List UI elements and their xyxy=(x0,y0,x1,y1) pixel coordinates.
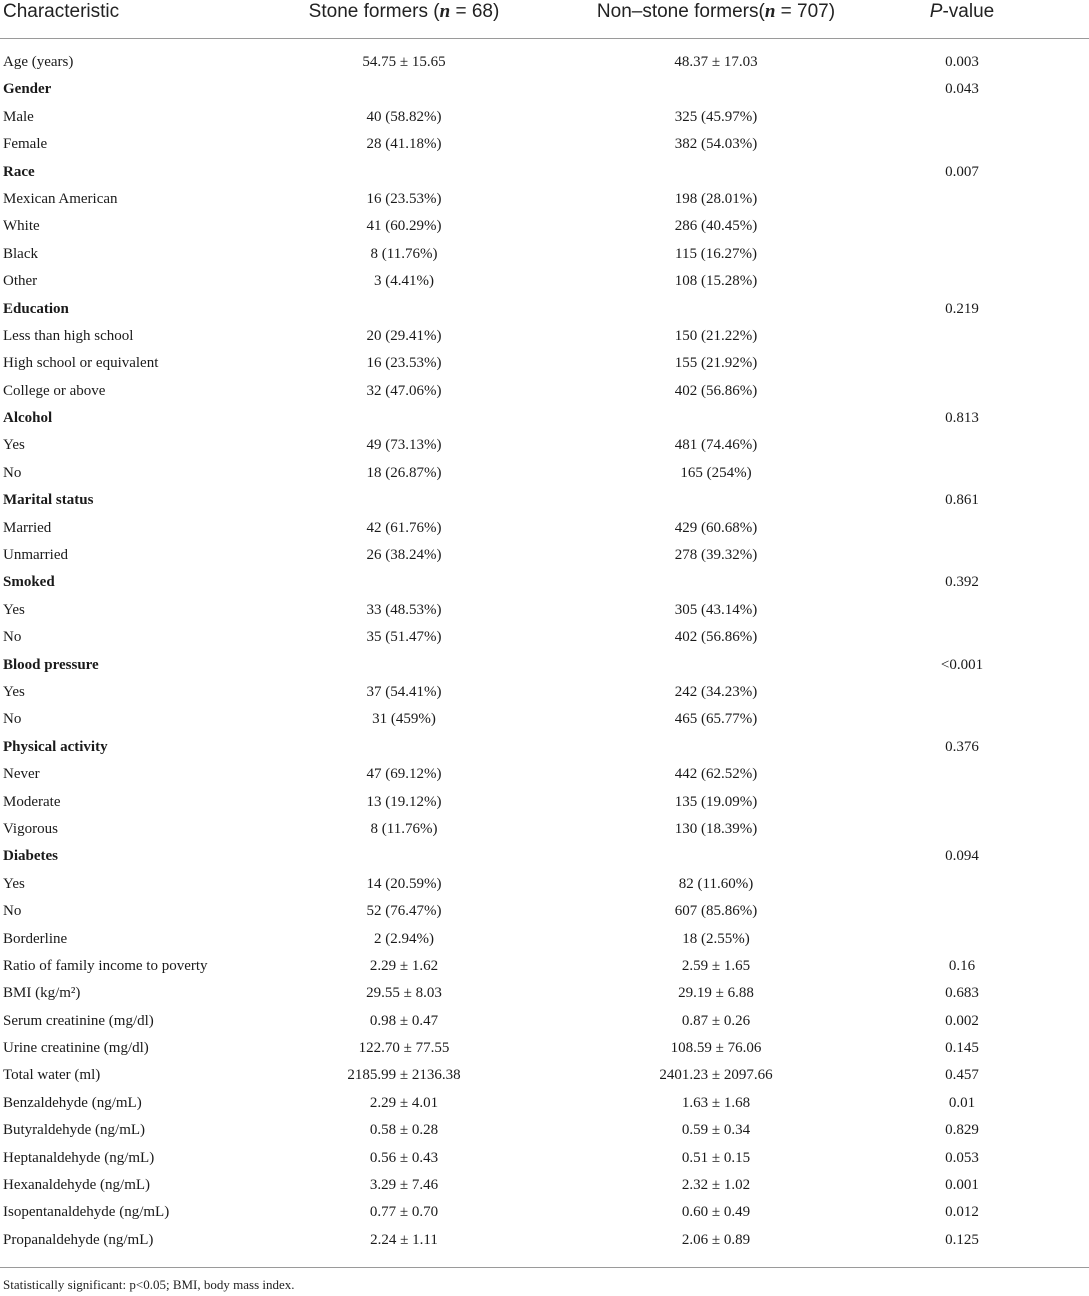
cell-non-stone-formers: 108 (15.28%) xyxy=(674,273,758,290)
cell-stone-formers: 26 (38.24%) xyxy=(366,547,442,564)
cell-stone-formers: 16 (23.53%) xyxy=(366,355,442,372)
table-row xyxy=(0,789,1089,816)
row-label: Diabetes xyxy=(3,848,58,865)
cell-non-stone-formers: 115 (16.27%) xyxy=(675,245,757,262)
cell-stone-formers: 37 (54.41%) xyxy=(366,683,442,700)
table-row xyxy=(0,378,1089,405)
table-row xyxy=(0,898,1089,925)
row-label: Education xyxy=(3,300,69,317)
table-row xyxy=(0,241,1089,268)
table-row xyxy=(0,1199,1089,1226)
row-label: No xyxy=(3,464,22,481)
header-stone-n: n xyxy=(439,1,451,22)
cell-non-stone-formers: 278 (39.32%) xyxy=(674,547,758,564)
cell-p-value: 0.829 xyxy=(945,1122,979,1139)
cell-p-value: 0.16 xyxy=(948,957,976,974)
table-section-row xyxy=(0,569,1089,596)
cell-p-value: 0.861 xyxy=(945,492,979,509)
table-row xyxy=(0,186,1089,213)
header-nonstone-suffix: = 707) xyxy=(775,1,836,22)
table-row xyxy=(0,542,1089,569)
cell-p-value: 0.813 xyxy=(945,410,979,427)
row-label: Isopentanaldehyde (ng/mL) xyxy=(3,1204,170,1221)
row-label: Smoked xyxy=(3,574,55,591)
cell-non-stone-formers: 0.60 ± 0.49 xyxy=(681,1204,751,1221)
header-characteristic: Characteristic xyxy=(3,1,120,22)
cell-p-value: 0.683 xyxy=(945,985,979,1002)
table-row xyxy=(0,323,1089,350)
cell-stone-formers: 31 (459%) xyxy=(372,711,436,728)
cell-stone-formers: 35 (51.47%) xyxy=(366,629,442,646)
table-section-row xyxy=(0,76,1089,103)
cell-stone-formers: 2.24 ± 1.11 xyxy=(370,1231,438,1248)
table-section-row xyxy=(0,487,1089,514)
row-label: Mexican American xyxy=(3,190,118,207)
table-row xyxy=(0,49,1089,76)
cell-stone-formers: 40 (58.82%) xyxy=(366,108,442,125)
cell-non-stone-formers: 108.59 ± 76.06 xyxy=(670,1040,762,1057)
cell-p-value: 0.053 xyxy=(945,1149,979,1166)
table-row xyxy=(0,1090,1089,1117)
table-body xyxy=(0,49,1089,1254)
cell-p-value: 0.219 xyxy=(945,300,979,317)
cell-non-stone-formers: 82 (11.60%) xyxy=(678,875,754,892)
table-section-row xyxy=(0,843,1089,870)
row-label: Physical activity xyxy=(3,738,108,755)
cell-p-value: 0.145 xyxy=(945,1040,979,1057)
table-row xyxy=(0,1008,1089,1035)
row-label: Serum creatinine (mg/dl) xyxy=(3,1012,154,1029)
cell-non-stone-formers: 18 (2.55%) xyxy=(682,930,750,947)
table-row xyxy=(0,213,1089,240)
cell-non-stone-formers: 465 (65.77%) xyxy=(674,711,758,728)
table-row xyxy=(0,926,1089,953)
row-label: Less than high school xyxy=(3,327,134,344)
cell-p-value: 0.457 xyxy=(945,1067,979,1084)
table-section-row xyxy=(0,734,1089,761)
table-row xyxy=(0,1062,1089,1089)
row-label: Age (years) xyxy=(3,54,74,70)
row-label: Propanaldehyde (ng/mL) xyxy=(3,1231,154,1248)
row-label: Other xyxy=(3,273,38,290)
row-label: Moderate xyxy=(3,793,61,810)
row-label: Butyraldehyde (ng/mL) xyxy=(3,1122,146,1139)
cell-non-stone-formers: 29.19 ± 6.88 xyxy=(678,985,754,1002)
header-p-value xyxy=(930,0,994,24)
cell-stone-formers: 0.56 ± 0.43 xyxy=(369,1149,439,1166)
cell-non-stone-formers: 442 (62.52%) xyxy=(674,766,758,783)
row-label: Heptanaldehyde (ng/mL) xyxy=(3,1149,155,1166)
cell-stone-formers: 47 (69.12%) xyxy=(366,766,442,783)
cell-non-stone-formers: 382 (54.03%) xyxy=(674,136,758,153)
row-label: Gender xyxy=(3,81,52,98)
cell-stone-formers: 41 (60.29%) xyxy=(366,218,442,235)
table-row xyxy=(0,1117,1089,1144)
header-nonstone-prefix: Non–stone formers( xyxy=(596,1,765,22)
cell-p-value: 0.392 xyxy=(945,574,979,591)
cell-non-stone-formers: 0.59 ± 0.34 xyxy=(681,1122,751,1139)
cell-stone-formers: 8 (11.76%) xyxy=(370,820,438,837)
header-p-suffix: -value xyxy=(942,1,995,22)
header-stone-suffix: = 68) xyxy=(450,1,500,22)
cell-non-stone-formers: 242 (34.23%) xyxy=(674,683,758,700)
row-label: Ratio of family income to poverty xyxy=(3,957,208,974)
cell-non-stone-formers: 48.37 ± 17.03 xyxy=(674,54,758,70)
cell-p-value: <0.001 xyxy=(940,656,984,673)
row-label: Blood pressure xyxy=(3,656,99,673)
table-section-row xyxy=(0,296,1089,323)
row-label: College or above xyxy=(3,382,106,399)
cell-p-value: 0.376 xyxy=(945,738,979,755)
cell-non-stone-formers: 402 (56.86%) xyxy=(674,629,758,646)
table-row xyxy=(0,816,1089,843)
table-row xyxy=(0,1145,1089,1172)
cell-non-stone-formers: 155 (21.92%) xyxy=(674,355,758,372)
row-label: Total water (ml) xyxy=(3,1067,101,1084)
table-row xyxy=(0,1227,1089,1254)
cell-stone-formers: 3.29 ± 7.46 xyxy=(369,1177,439,1194)
row-label: Married xyxy=(3,519,52,536)
table-row xyxy=(0,104,1089,131)
cell-stone-formers: 20 (29.41%) xyxy=(366,327,442,344)
row-label: High school or equivalent xyxy=(3,355,159,372)
cell-non-stone-formers: 402 (56.86%) xyxy=(674,382,758,399)
cell-p-value: 0.007 xyxy=(945,163,979,180)
cell-non-stone-formers: 2401.23 ± 2097.66 xyxy=(659,1067,773,1084)
row-label: No xyxy=(3,711,22,728)
table-section-row xyxy=(0,405,1089,432)
table-section-row xyxy=(0,159,1089,186)
cell-stone-formers: 49 (73.13%) xyxy=(366,437,442,454)
row-label: Alcohol xyxy=(3,410,53,427)
row-label: Vigorous xyxy=(3,820,58,837)
cell-non-stone-formers: 150 (21.22%) xyxy=(674,327,758,344)
cell-non-stone-formers: 2.32 ± 1.02 xyxy=(681,1177,751,1194)
table-row xyxy=(0,460,1089,487)
cell-stone-formers: 32 (47.06%) xyxy=(366,382,442,399)
table-row xyxy=(0,871,1089,898)
row-label: Yes xyxy=(3,437,25,454)
row-label: Benzaldehyde (ng/mL) xyxy=(3,1094,142,1111)
cell-stone-formers: 18 (26.87%) xyxy=(366,464,442,481)
table-row xyxy=(0,131,1089,158)
row-label: Black xyxy=(3,245,38,262)
row-label: Unmarried xyxy=(3,547,68,564)
cell-non-stone-formers: 429 (60.68%) xyxy=(674,519,758,536)
cell-non-stone-formers: 2.06 ± 0.89 xyxy=(681,1231,751,1248)
row-label: No xyxy=(3,903,22,920)
table-row xyxy=(0,761,1089,788)
cell-stone-formers: 2.29 ± 4.01 xyxy=(369,1094,439,1111)
cell-non-stone-formers: 130 (18.39%) xyxy=(674,820,758,837)
row-label: Borderline xyxy=(3,930,68,947)
footnote: Statistically significant: p<0.05; BMI, body mass index. xyxy=(3,1277,295,1292)
table-row xyxy=(0,953,1089,980)
header-p-letter: P xyxy=(929,1,943,22)
cell-non-stone-formers: 165 (254%) xyxy=(680,464,752,481)
table-row xyxy=(0,706,1089,733)
cell-p-value: 0.125 xyxy=(945,1231,979,1248)
cell-non-stone-formers: 481 (74.46%) xyxy=(674,437,758,454)
header-nonstone-n: n xyxy=(764,1,776,22)
header-stone-formers xyxy=(309,0,500,24)
row-label: Yes xyxy=(3,875,25,892)
cell-stone-formers: 28 (41.18%) xyxy=(366,136,442,153)
table-row xyxy=(0,1035,1089,1062)
row-label: Urine creatinine (mg/dl) xyxy=(3,1040,149,1057)
row-label: Marital status xyxy=(3,492,94,509)
cell-non-stone-formers: 198 (28.01%) xyxy=(674,190,758,207)
cell-p-value: 0.094 xyxy=(945,848,979,865)
table-row xyxy=(0,432,1089,459)
cell-stone-formers: 3 (4.41%) xyxy=(374,273,434,290)
table-row xyxy=(0,1172,1089,1199)
row-label: Male xyxy=(3,108,34,125)
cell-stone-formers: 0.58 ± 0.28 xyxy=(369,1122,439,1139)
cell-p-value: 0.01 xyxy=(948,1094,976,1111)
cell-stone-formers: 14 (20.59%) xyxy=(366,875,442,892)
cell-stone-formers: 42 (61.76%) xyxy=(366,519,442,536)
row-label: Never xyxy=(3,766,40,783)
cell-stone-formers: 2 (2.94%) xyxy=(374,930,434,947)
table-row xyxy=(0,597,1089,624)
table-row xyxy=(0,515,1089,542)
cell-stone-formers: 16 (23.53%) xyxy=(366,190,442,207)
cell-p-value: 0.003 xyxy=(945,54,979,70)
table-row xyxy=(0,268,1089,295)
cell-stone-formers: 52 (76.47%) xyxy=(366,903,442,920)
row-label: Race xyxy=(3,163,35,180)
cell-non-stone-formers: 2.59 ± 1.65 xyxy=(681,957,751,974)
row-label: Hexanaldehyde (ng/mL) xyxy=(3,1177,151,1194)
cell-stone-formers: 29.55 ± 8.03 xyxy=(366,985,442,1002)
header-stone-prefix: Stone formers ( xyxy=(308,1,440,22)
cell-stone-formers: 2.29 ± 1.62 xyxy=(369,957,439,974)
cell-p-value: 0.001 xyxy=(945,1177,979,1194)
table-row xyxy=(0,624,1089,651)
cell-stone-formers: 54.75 ± 15.65 xyxy=(362,54,446,70)
cell-stone-formers: 2185.99 ± 2136.38 xyxy=(347,1067,461,1084)
cell-non-stone-formers: 305 (43.14%) xyxy=(674,601,758,618)
cell-stone-formers: 0.98 ± 0.47 xyxy=(369,1012,439,1029)
cell-p-value: 0.043 xyxy=(945,81,979,98)
cell-p-value: 0.002 xyxy=(945,1012,979,1029)
cell-non-stone-formers: 286 (40.45%) xyxy=(674,218,758,235)
cell-non-stone-formers: 325 (45.97%) xyxy=(674,108,758,125)
table-row xyxy=(0,980,1089,1007)
cell-non-stone-formers: 1.63 ± 1.68 xyxy=(681,1094,751,1111)
table-row xyxy=(0,679,1089,706)
row-label: Female xyxy=(3,136,48,153)
cell-non-stone-formers: 607 (85.86%) xyxy=(674,903,758,920)
cell-non-stone-formers: 0.87 ± 0.26 xyxy=(681,1012,751,1029)
row-label: BMI (kg/m²) xyxy=(3,985,81,1002)
row-label: White xyxy=(3,218,40,235)
cell-stone-formers: 8 (11.76%) xyxy=(370,245,438,262)
row-label: No xyxy=(3,629,22,646)
table-row xyxy=(0,350,1089,377)
cell-stone-formers: 33 (48.53%) xyxy=(366,601,442,618)
cell-non-stone-formers: 0.51 ± 0.15 xyxy=(681,1149,751,1166)
table-header xyxy=(0,0,1089,39)
table-section-row xyxy=(0,652,1089,679)
row-label: Yes xyxy=(3,601,25,618)
row-label: Yes xyxy=(3,683,25,700)
cell-stone-formers: 0.77 ± 0.70 xyxy=(369,1204,439,1221)
bottom-rule xyxy=(0,1267,1089,1268)
header-non-stone-formers xyxy=(597,0,835,24)
cell-p-value: 0.012 xyxy=(945,1204,979,1221)
cell-stone-formers: 13 (19.12%) xyxy=(366,793,442,810)
cell-stone-formers: 122.70 ± 77.55 xyxy=(358,1040,450,1057)
cell-non-stone-formers: 135 (19.09%) xyxy=(674,793,758,810)
